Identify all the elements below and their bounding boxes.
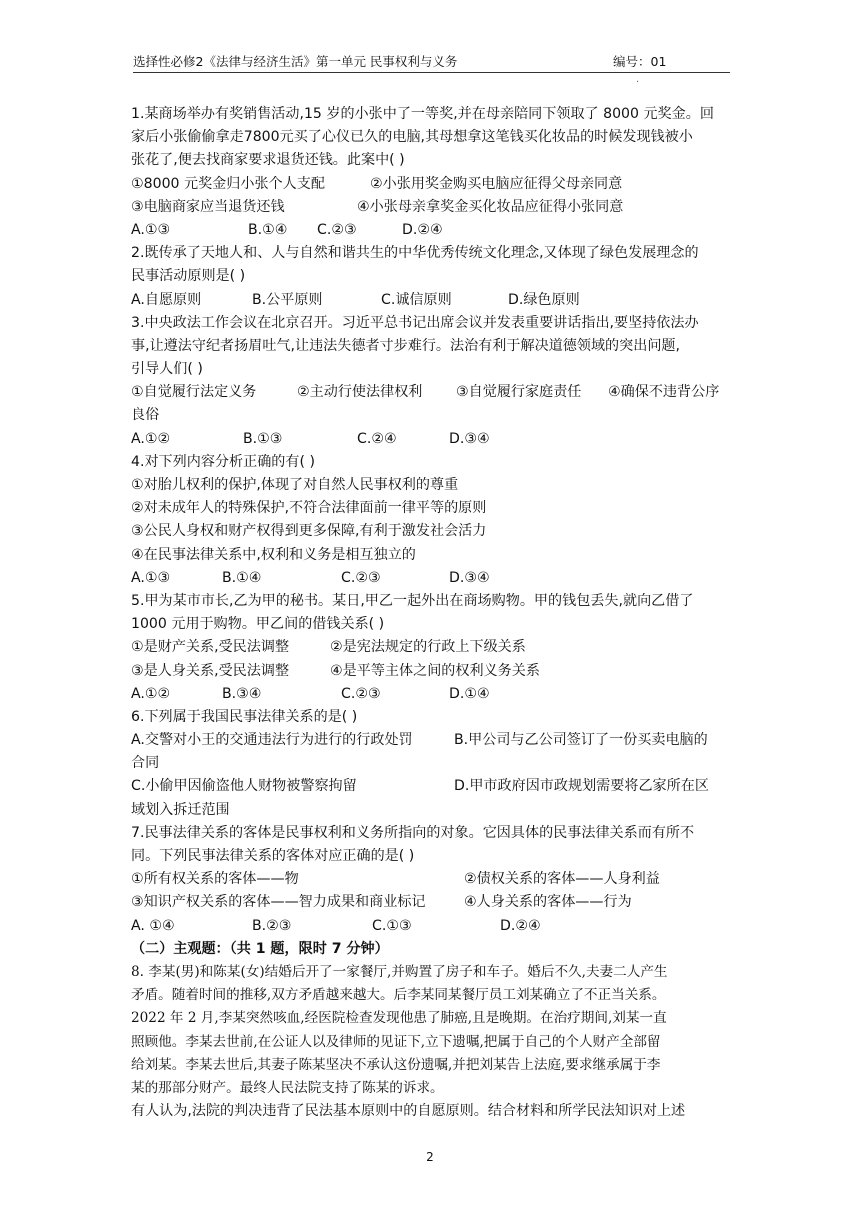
q5-stem-line: 1000 元用于购物。甲乙间的借钱关系( ) — [131, 616, 385, 633]
q1-option-4: ④小张母亲拿奖金买化妆品应征得小张同意 — [357, 198, 624, 215]
q2-stem-line: 2.既传承了天地人和、人与自然和谐共生的中华优秀传统文化理念,又体现了绿色发展理念的 — [131, 245, 699, 262]
header-dot: . — [636, 74, 640, 85]
q6-choice-b: B.甲公司与乙公司签订了一份买卖电脑的 — [454, 732, 708, 749]
q7-stem-line: 同。下列民事法律关系的客体对应正确的是( ) — [131, 848, 415, 864]
q4-option-4: ④在民事法律关系中,权利和义务是相互独立的 — [131, 546, 416, 563]
q5-choice-c: C.②③ — [341, 685, 381, 702]
q7-options-row — [131, 891, 731, 914]
section-heading: （二）主观题：（共 1 题，限时 7 分钟） — [131, 940, 389, 957]
q6-choice-c: C.小偷甲因偷盗他人财物被警察拘留 — [131, 778, 357, 795]
q7-stem-line: 7.民事法律关系的客体是民事权利和义务所指向的对象。它因具体的民事法律关系而有所不 — [131, 824, 695, 841]
q3-option-2: ②主动行使法律权利 — [297, 384, 423, 401]
q1-choice-d: D.②④ — [402, 221, 443, 238]
q4-choice-a: A.①③ — [131, 569, 171, 586]
q4-answers-row — [131, 567, 731, 590]
q1-option-3: ③电脑商家应当退货还钱 — [131, 198, 285, 215]
header-code: 编号：01 — [613, 54, 667, 69]
q6-choice-a: A.交警对小王的交通违法行为进行的行政处罚 — [131, 732, 413, 749]
q7-options-row — [131, 868, 731, 891]
q3-choice-a: A.①② — [131, 430, 171, 447]
q5-options-row — [131, 636, 731, 659]
q8-material-line: 照顾他。李某去世前,在公证人以及律师的见证下,立下遗嘱,把属于自己的个人财产全部留 — [131, 1033, 661, 1050]
q4-option-1: ①对胎儿权利的保护,体现了对自然人民事权利的尊重 — [131, 477, 459, 493]
q4-choice-b: B.①④ — [222, 569, 262, 586]
q4-option-2: ②对未成年人的特殊保护,不符合法律面前一律平等的原则 — [131, 500, 487, 517]
q3-choice-b: B.①③ — [243, 430, 283, 447]
q3-option-1: ①自觉履行法定义务 — [131, 384, 257, 401]
q6-choice-d: D.甲市政府因市政规划需要将乙家所在区 — [454, 778, 709, 795]
q8-material-line: 某的那部分财产。最终人民法院支持了陈某的诉求。 — [131, 1079, 444, 1096]
q6-answers-row — [131, 775, 731, 798]
q1-options-row — [131, 196, 731, 219]
q3-stem-line: 引导人们( ) — [131, 361, 203, 378]
q4-option-3: ③公民人身权和财产权得到更多保障,有利于激发社会活力 — [131, 523, 487, 540]
page-number: 2 — [426, 1150, 434, 1164]
q7-choice-c: C.①③ — [372, 917, 412, 934]
q3-stem-line: 事,让遵法守纪者扬眉吐气,让违法失德者寸步难行。法治有利于解决道德领域的突出问题, — [131, 337, 680, 354]
q5-choice-b: B.③④ — [222, 685, 262, 702]
q8-question-line: 有人认为,法院的判决违背了民法基本原则中的自愿原则。结合材料和所学民法知识对上述 — [131, 1103, 686, 1120]
q5-option-2: ②是宪法规定的行政上下级关系 — [330, 639, 526, 656]
q3-answers-row — [131, 428, 731, 451]
q1-option-1: ①8000 元奖金归小张个人支配 — [131, 175, 325, 192]
q1-stem-line: 家后小张偷偷拿走7800元买了心仪已久的电脑,其母想拿这笔钱买化妆品的时候发现钱被小 — [131, 129, 693, 146]
q7-choice-d: D.②④ — [500, 917, 541, 934]
q5-choice-a: A.①② — [131, 685, 171, 702]
header-title: 选择性必修2《法律与经济生活》第一单元 民事权利与义务 — [133, 54, 458, 69]
q2-choice-d: D.绿色原则 — [508, 291, 580, 308]
q7-option-2: ②债权关系的客体——人身利益 — [464, 871, 660, 888]
q2-choice-c: C.诚信原则 — [381, 291, 452, 308]
q6-choice-d-continued: 域划入拆迁范围 — [131, 801, 230, 818]
q3-choice-c: C.②④ — [357, 430, 397, 447]
q5-stem-line: 5.甲为某市市长,乙为甲的秘书。某日,甲乙一起外出在商场购物。甲的钱包丢失,就向乙借了 — [131, 592, 694, 609]
q1-stem-line: 1.某商场举办有奖销售活动,15 岁的小张中了一等奖,并在母亲陪同下领取了 8000 元奖金。回 — [131, 106, 714, 122]
q5-option-4: ④是平等主体之间的权利义务关系 — [330, 662, 540, 679]
q5-options-row — [131, 660, 731, 683]
q2-answers-row — [131, 289, 731, 312]
q2-choice-b: B.公平原则 — [252, 291, 323, 308]
q3-stem-line: 3.中央政法工作会议在北京召开。习近平总书记出席会议并发表重要讲话指出,要坚持依法办 — [131, 314, 699, 331]
q8-material-line: 2022 年 2 月,李某突然咳血,经医院检查发现他患了肺癌,且是晚期。在治疗期间,刘某一直 — [131, 1010, 667, 1027]
q1-options-row — [131, 173, 731, 196]
q4-stem-line: 4.对下列内容分析正确的有( ) — [131, 453, 315, 470]
q8-material-line: 8. 李某(男)和陈某(女)结婚后开了一家餐厅,并购置了房子和车子。婚后不久,夫妻二人产生 — [131, 963, 668, 980]
q7-option-4: ④人身关系的客体——行为 — [464, 894, 632, 911]
q6-stem-line: 6.下列属于我国民事法律关系的是( ) — [131, 708, 358, 725]
q1-answers-row — [131, 219, 731, 242]
q6-answers-row — [131, 729, 731, 752]
q1-stem-line: 张花了,便去找商家要求退货还钱。此案中( ) — [131, 152, 405, 169]
q1-choice-b: B.①④ — [248, 221, 288, 238]
q3-option-3: ③自觉履行家庭责任 — [456, 384, 582, 401]
q3-options-row — [131, 381, 731, 404]
q7-option-1: ①所有权关系的客体——物 — [131, 871, 299, 888]
q1-option-2: ②小张用奖金购买电脑应征得父母亲同意 — [370, 175, 623, 192]
q2-stem-line: 民事活动原则是( ) — [131, 268, 246, 285]
q3-option-4: ④确保不违背公序 — [608, 384, 720, 401]
q1-choice-c: C.②③ — [317, 221, 357, 238]
q5-option-1: ①是财产关系,受民法调整 — [131, 639, 290, 656]
q4-choice-c: C.②③ — [341, 569, 381, 586]
q6-choice-b-continued: 合同 — [131, 755, 160, 772]
q7-answers-row — [131, 915, 731, 938]
q8-material-line: 矛盾。随着时间的推移,双方矛盾越来越大。后李某同某餐厅员工刘某确立了不正当关系。 — [131, 987, 666, 1004]
q4-choice-d: D.③④ — [449, 569, 490, 586]
question-content — [131, 103, 731, 1123]
q3-option-4-continued: 良俗 — [131, 407, 160, 424]
q8-material-line: 给刘某。李某去世后,其妻子陈某坚决不承认这份遗嘱,并把刘某告上法庭,要求继承属于李 — [131, 1056, 661, 1073]
q7-choice-b: B.②③ — [252, 917, 292, 934]
q7-choice-a: A. ①④ — [131, 917, 175, 934]
q5-option-3: ③是人身关系,受民法调整 — [131, 662, 290, 679]
q3-choice-d: D.③④ — [449, 430, 490, 447]
page-header — [133, 52, 730, 73]
q7-option-3: ③知识产权关系的客体——智力成果和商业标记 — [131, 894, 426, 911]
q2-choice-a: A.自愿原则 — [131, 291, 202, 308]
q5-answers-row — [131, 683, 731, 706]
q1-choice-a: A.①③ — [131, 221, 171, 238]
q5-choice-d: D.①④ — [449, 685, 490, 702]
